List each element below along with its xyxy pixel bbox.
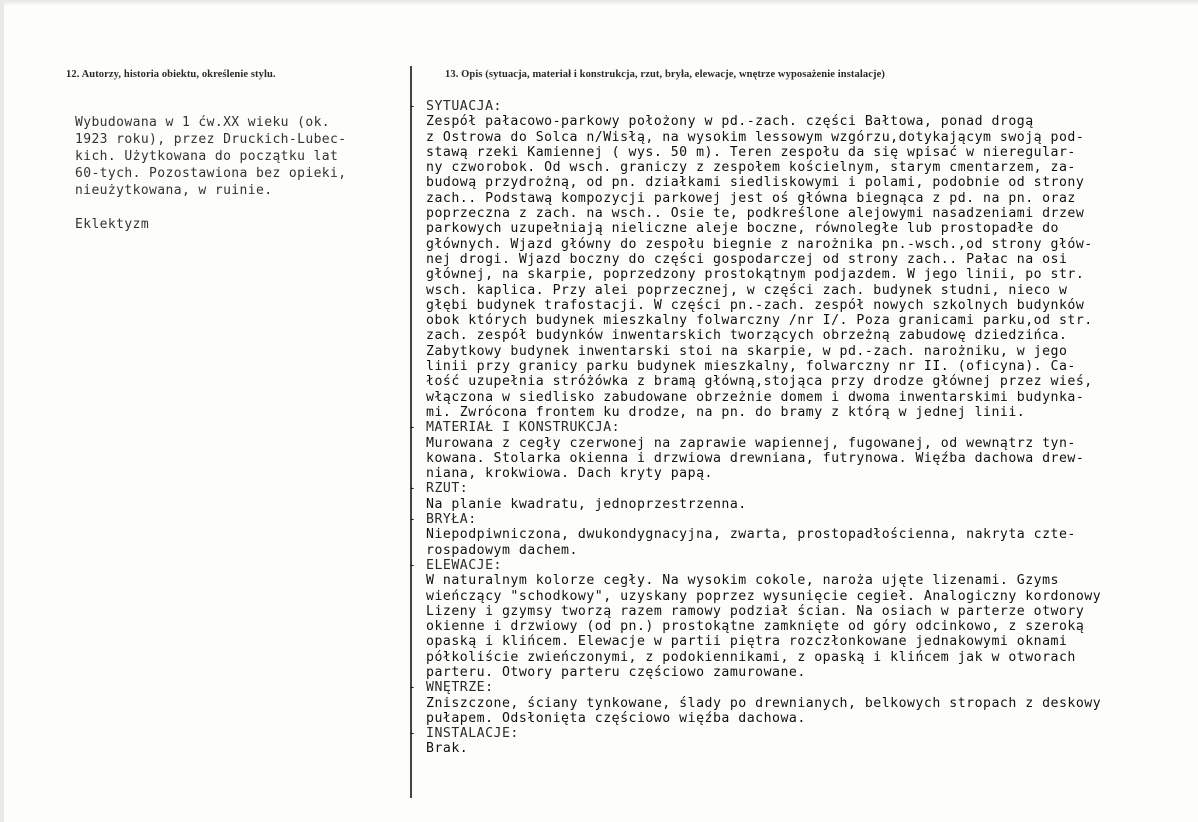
heading-authors-history-style: 12. Autorzy, historia obiektu, określenie stylu. xyxy=(66,69,276,80)
section-title: INSTALACJE: xyxy=(426,726,519,742)
heading-description: 13. Opis (sytuacja, materiał i konstrukcja, rzut, bryła, elewacje, wnętrze wyposażenie instalacje) xyxy=(445,69,885,80)
section-heading xyxy=(406,481,1198,496)
section-dash: - xyxy=(408,481,417,497)
text-line: półkoliście zwieńczonymi, z podokiennikami, z opaską i klińcem jak w otworach xyxy=(426,649,1076,665)
left-column xyxy=(75,114,405,250)
text-line: Murowana z cegły czerwonej na zaprawie wapiennej, fugowanej, od wewnątrz tyn- xyxy=(426,435,1076,451)
text-line: pułapem. Odsłonięta częściowo więźba dachowa. xyxy=(426,710,806,726)
text-line: głównej, na skarpie, poprzedzony prostokątnym podjazdem. W jego linii, po str. xyxy=(426,267,1085,283)
section-body xyxy=(406,436,1198,482)
section-dash: - xyxy=(408,726,417,742)
text-line: poprzeczna z zach. na wsch.. Osie te, podkreślone alejowymi nasadzeniami drzew xyxy=(426,206,1085,222)
text-line: Zabytkowy budynek inwentarski stoi na skarpie, w pd.-zach. narożniku, w jego xyxy=(426,343,1068,359)
section-body xyxy=(406,497,1198,512)
page-left-edge xyxy=(0,0,4,822)
section-body xyxy=(406,741,1198,756)
text-line: kowana. Stolarka okienna i drzwiowa drewniana, futrynowa. Więźba dachowa drew- xyxy=(426,450,1085,466)
history-paragraph: Wybudowana w 1 ćw.XX wieku (ok. 1923 roku), przez Druckich-Lubec- kich. Użytkowana do początku lat 60-tych. Pozostawiona bez opieki, nieużytkowana, w ruinie. xyxy=(75,115,347,198)
section-body xyxy=(406,527,1198,558)
description-column xyxy=(406,99,1198,757)
page-top-edge xyxy=(0,0,1198,6)
text-line: ny czworobok. Od wsch. graniczy z zespołem kościelnym, starym cmentarzem, za- xyxy=(426,160,1076,176)
text-line: Zniszczone, ściany tynkowane, ślady po drewnianych, belkowych stropach z deskowy xyxy=(426,695,1102,711)
section-heading xyxy=(406,726,1198,741)
text-line: z Ostrowa do Solca n/Wisłą, na wysokim lessowym wzgórzu,dotykającym swoją pod- xyxy=(426,129,1085,145)
text-line: opaską i klińcem. Elewacje w partii piętra rozczłonkowane jednakowymi oknami xyxy=(426,634,1068,650)
section-heading xyxy=(406,558,1198,573)
section-body xyxy=(406,114,1198,420)
section-title: RZUT: xyxy=(426,481,469,497)
text-line: parteru. Otwory parteru częściowo zamurowane. xyxy=(426,664,806,680)
section-heading xyxy=(406,420,1198,435)
section-body xyxy=(406,573,1198,680)
text-line: głębi budynek trafostacji. W części pn.-zach. zespół nowych szkolnych budynków xyxy=(426,297,1085,313)
text-line: okienne i drzwiowy (od pn.) prostokątne zamknięte od góry odcinkowo, z szeroką xyxy=(426,619,1085,635)
text-line: głównych. Wjazd główny do zespołu biegnie z narożnika pn.-wsch.,od strony głów- xyxy=(426,236,1093,252)
section-heading xyxy=(406,680,1198,695)
style-paragraph: Eklektyzm xyxy=(75,217,150,232)
section-title: ELEWACJE: xyxy=(426,557,502,573)
text-line: nej drogi. Wjazd boczny do części gospodarczej od strony zach.. Pałac na osi xyxy=(426,251,1068,267)
section-heading xyxy=(406,512,1198,527)
section-title: WNĘTRZE: xyxy=(426,680,494,696)
text-line: niana, krokwiowa. Dach kryty papą. xyxy=(426,466,713,482)
text-line: Brak. xyxy=(426,741,469,757)
text-line: mi. Zwrócona frontem ku drodze, na pn. do bramy z którą w jednej linii. xyxy=(426,404,1026,420)
text-line: rospadowym dachem. xyxy=(426,542,578,558)
section-title: MATERIAŁ I KONSTRUKCJA: xyxy=(426,420,621,436)
text-line: włączona w siedlisko zabudowane obrzeżnie domem i dwoma inwentarskimi budynka- xyxy=(426,389,1085,405)
text-line: obok których budynek mieszkalny folwarczny /nr I/. Poza granicami parku,od str. xyxy=(426,313,1093,329)
section-heading xyxy=(406,99,1198,114)
text-line: łość uzupełnia stróżówka z bramą główną,stojąca przy drodze głównej przez wieś, xyxy=(426,374,1093,390)
section-dash: - xyxy=(408,99,417,114)
text-line: linii przy granicy parku budynek mieszkalny, folwarczny nr II. (oficyna). Ca- xyxy=(426,359,1076,375)
section-dash: - xyxy=(408,420,417,436)
section-title: BRYŁA: xyxy=(426,512,477,528)
text-line: wieńczący "schodkowy", uzyskany poprzez wysunięcie cegieł. Analogiczny kordonowy xyxy=(426,588,1102,604)
text-line: zach. zespół budynków inwentarskich tworzących obrzeżną zabudowę dziedzińca. xyxy=(426,328,1068,344)
text-line: parkowych uzupełniają nieliczne aleje boczne, równoległe lub prostopadłe do xyxy=(426,221,1059,237)
text-line: Lizeny i gzymsy tworzą razem ramowy podział ścian. Na osiach w parterze otwory xyxy=(426,603,1085,619)
text-line: Zespół pałacowo-parkowy położony w pd.-zach. części Bałtowa, ponad drogą xyxy=(426,114,1034,130)
text-line: stawą rzeki Kamiennej ( wys. 50 m). Teren zespołu da się wpisać w nieregular- xyxy=(426,144,1076,160)
text-line: W naturalnym kolorze cegły. Na wysokim cokole, naroża ujęte lizenami. Gzyms xyxy=(426,573,1059,589)
section-title: SYTUACJA: xyxy=(426,99,502,114)
section-body xyxy=(406,696,1198,727)
text-line: budową przydrożną, od pn. działkami siedliskowymi i polami, podobnie od strony xyxy=(426,175,1085,191)
section-dash: - xyxy=(408,512,417,528)
text-line: Niepodpiwniczona, dwukondygnacyjna, zwarta, prostopadłościenna, nakryta czte- xyxy=(426,527,1076,543)
text-line: Na planie kwadratu, jednoprzestrzenna. xyxy=(426,496,747,512)
section-dash: - xyxy=(408,680,417,696)
text-line: wsch. kaplica. Przy alei poprzecznej, w części zach. budynek studni, nieco w xyxy=(426,282,1068,298)
section-dash: - xyxy=(408,557,417,573)
text-line: zach.. Podstawą kompozycji parkowej jest oś główna biegnąca z pd. na pn. oraz xyxy=(426,190,1076,206)
